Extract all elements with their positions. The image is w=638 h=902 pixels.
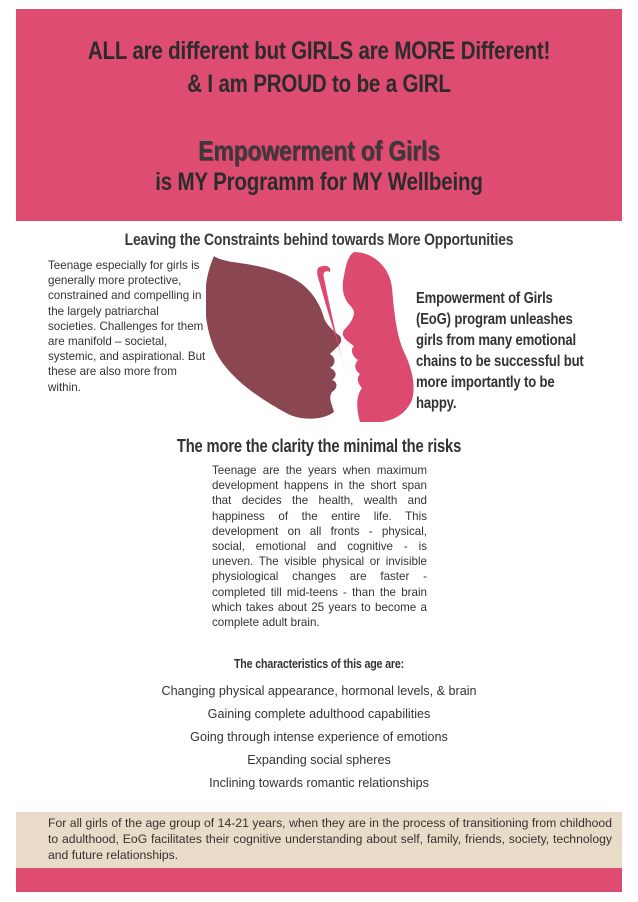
banner-line-4: is MY Programm for MY Wellbeing — [155, 168, 483, 196]
list-item: Changing physical appearance, hormonal levels, & brain — [161, 684, 477, 698]
list-item: Going through intense experience of emotions — [190, 730, 448, 744]
characteristics-list — [0, 680, 638, 795]
footer-text: For all girls of the age group of 14-21 years, when they are in the process of transitioning from childhood to adulthood, EoG facilitates their cognitive understanding about self, family, friends, society, technology and future relationships. — [48, 816, 612, 862]
left-paragraph: Teenage especially for girls is generally more protective, constrained and compelling in the largely patriarchal societies. Challenges for them are manifold – societal, systemic, and aspirational. But these are also more from within. — [48, 259, 206, 394]
header-banner — [16, 9, 622, 221]
footer-box — [16, 812, 622, 868]
list-item: Expanding social spheres — [247, 753, 391, 767]
center-paragraph: Teenage are the years when maximum development happens in the short span that decides the health, wealth and happiness of the entire life. This development on all fronts - physical, social, emotional and cognitive - is uneven. The visible physical or invisible physiological changes are faster - completed till mid-teens - than the brain which takes about 25 years to become a complete adult brain. — [212, 464, 427, 630]
characteristics-title: The characteristics of this age are: — [233, 656, 405, 671]
banner-line-1: ALL are different but GIRLS are MORE Different! — [87, 37, 551, 65]
banner-line-2: & I am PROUD to be a GIRL — [187, 70, 451, 98]
list-item: Gaining complete adulthood capabilities — [207, 707, 431, 721]
section-subheading: Leaving the Constraints behind towards More Opportunities — [124, 230, 514, 249]
banner-program-title: Empowerment of Girls — [198, 135, 440, 166]
two-female-faces-silhouette-icon — [206, 248, 416, 423]
right-face-silhouette — [343, 252, 414, 422]
right-paragraph: Empowerment of Girls (EoG) program unleashes girls from many emotional chains to be successful but more importantly to be happy. — [416, 290, 584, 412]
clarity-heading: The more the clarity the minimal the risks — [176, 436, 462, 456]
list-item: Inclining towards romantic relationships — [209, 776, 429, 790]
bottom-bar — [16, 868, 622, 892]
